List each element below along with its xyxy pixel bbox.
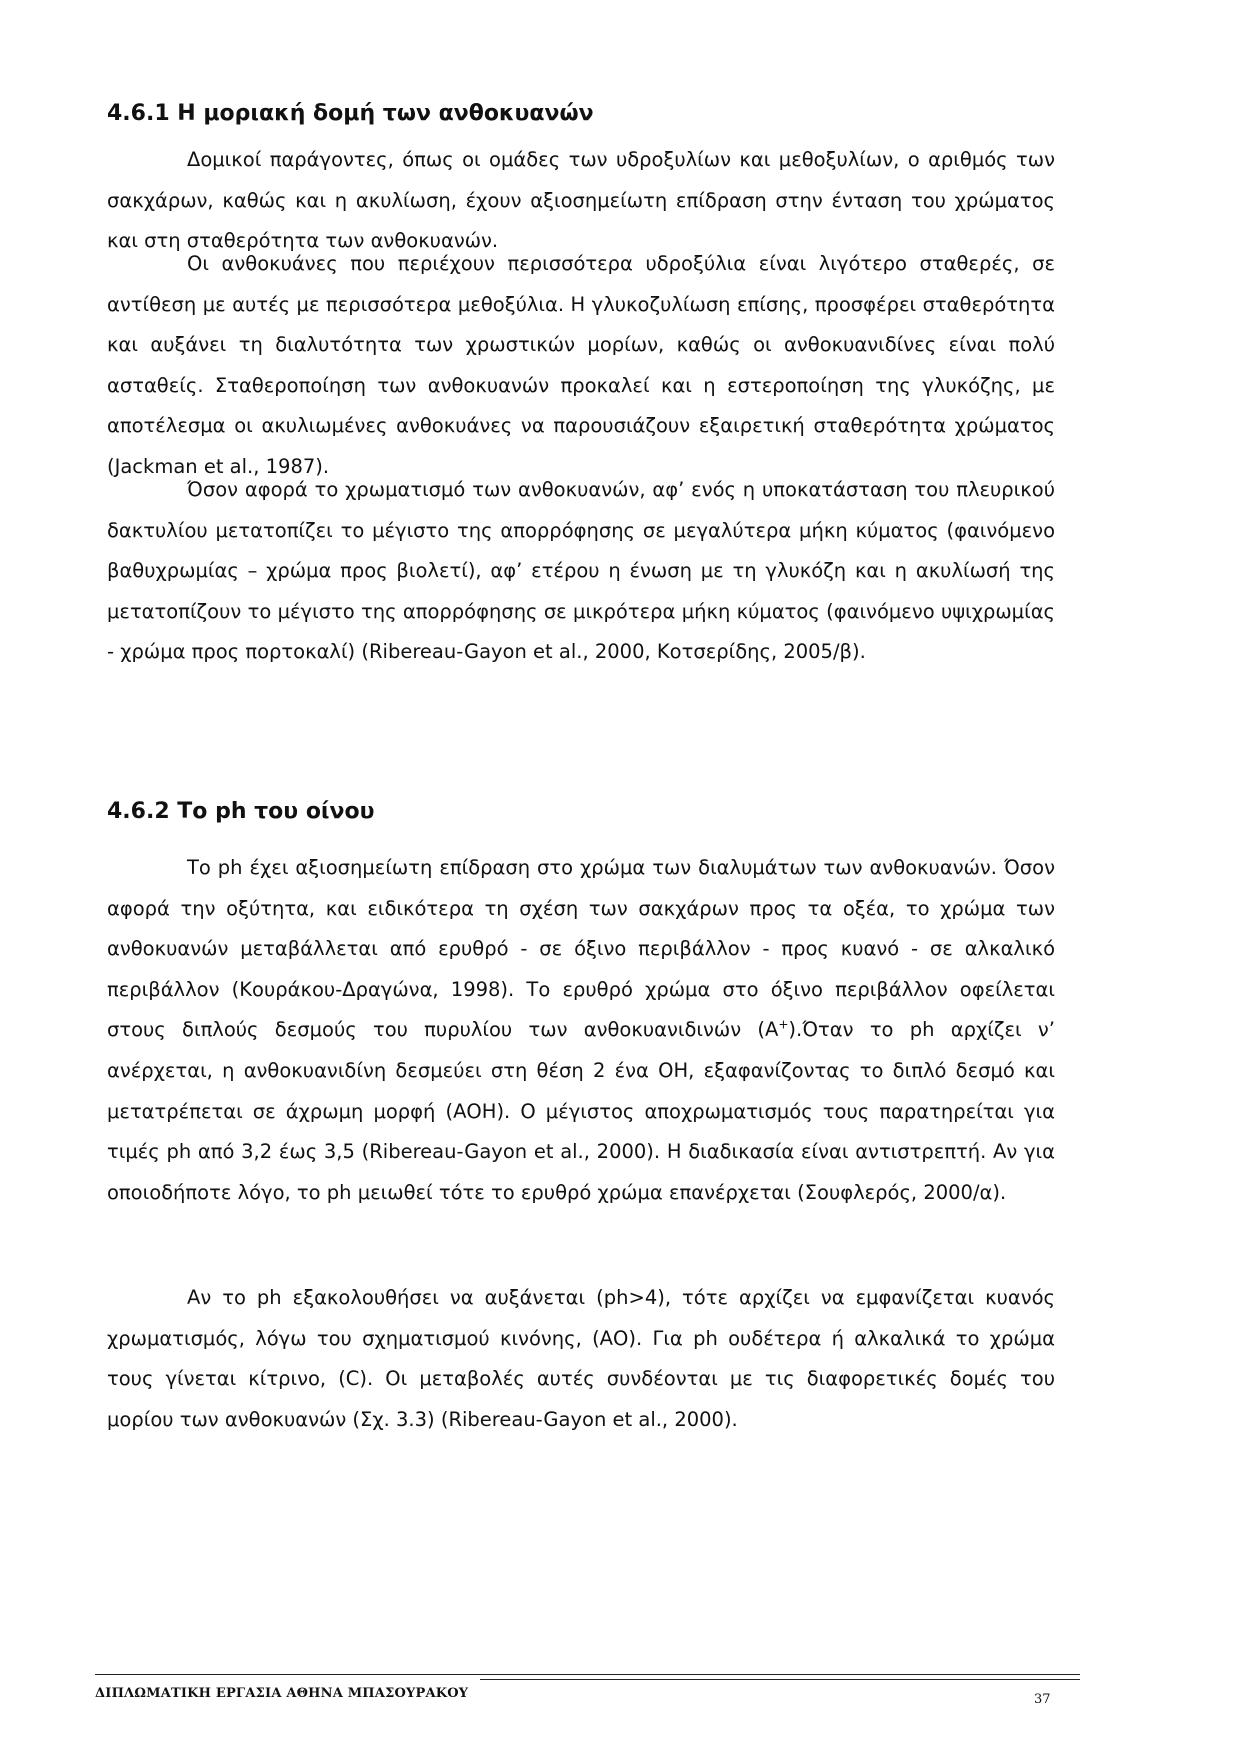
paragraph-ph-effect-text: Το ph έχει αξιοσημείωτη επίδραση στο χρώμα των διαλυμάτων των ανθοκυανών. Όσον αφορά την οξύτητα, και ειδικότερα τη σχέση των σακχάρων προς τα οξέα, το χρώμα των ανθοκυανών μεταβάλλεται από ερυθρό - σε όξινο περιβάλλον - προς κυανό - σε αλκαλικό περιβάλλον (Κουράκου-Δραγώνα, 1998). Το ερυθρό χρώμα στο όξινο περιβάλλον οφείλεται στους διπλούς δεσμούς του πυρυλίου των ανθοκυανιδινών (Α [107,856,1055,1042]
paragraph-ph-effect-tail: ).Όταν το ph αρχίζει ν’ ανέρχεται, η ανθοκυανιδίνη δεσμεύει στη θέση 2 ένα ΟΗ, εξαφανίζοντας το διπλό δεσμό και μετατρέπεται σε άχρωμη μορφή (ΑΟΗ). Ο μέγιστος αποχρωματισμός τους παρατηρείται για τιμές ph από 3,2 έως 3,5 (Ribereau-Gayon et al., 2000). Η διαδικασία είναι αντιστρεπτή. Αν για οποιοδήποτε λόγο, το ph μειωθεί τότε το ερυθρό χρώμα επανέρχεται (Σουφλερός, 2000/α). [107,1018,1055,1204]
section-heading-wine-ph: 4.6.2 Το ph του οίνου [107,799,375,824]
paragraph-ph-effect [107,848,1055,1213]
paragraph-coloration-shift: Όσον αφορά το χρωματισμό των ανθοκυανών, αφ’ ενός η υποκατάσταση του πλευρικού δακτυλίου μετατοπίζει το μέγιστο της απορρόφησης σε μεγαλύτερα μήκη κύματος (φαινόμενο βαθυχρωμίας – χρώμα προς βιολετί), αφ’ ετέρου η ένωση με τη γλυκόζη και η ακυλίωσή της μετατοπίζουν το μέγιστο της απορρόφησης σε μικρότερα μήκη κύματος (φαινόμενο υψιχρωμίας - χρώμα προς πορτοκαλί) (Ribereau-Gayon et al., 2000, Κοτσερίδης, 2005/β). [107,478,1055,664]
paragraph-ph-increase: Αν το ph εξακολουθήσει να αυξάνεται (ph>4), τότε αρχίζει να εμφανίζεται κυανός χρωματισμός, λόγω του σχηματισμού κινόνης, (ΑΟ). Για ph ουδέτερα ή αλκαλικά το χρώμα τους γίνεται κίτρινο, (C). Οι μεταβολές αυτές συνδέονται με τις διαφορετικές δομές του μορίου των ανθοκυανών (Σχ. 3.3) (Ribereau-Gayon et al., 2000). [107,1286,1055,1431]
superscript-plus: + [778,1017,789,1032]
page-number: 37 [1034,1692,1051,1707]
footer-title: ΔΙΠΛΩΜΑΤΙΚΗ ΕΡΓΑΣΙΑ ΑΘΗΝΑ ΜΠΑΣΟΥΡΑΚΟΥ [95,1686,469,1701]
paragraph-structural-factors: Δομικοί παράγοντες, όπως οι ομάδες των υδροξυλίων και μεθοξυλίων, ο αριθμός των σακχάρων, καθώς και η ακυλίωση, έχουν αξιοσημείωτη επίδραση στην ένταση του χρώματος και στη σταθερότητα των ανθοκυανών. [107,148,1055,253]
footer-rule [95,1674,1080,1675]
section-heading-molecular-structure: 4.6.1 Η μοριακή δομή των ανθοκυανών [107,101,594,126]
footer-rule-secondary [480,1679,1080,1680]
paragraph-hydroxyl-methoxyl-stability: Οι ανθοκυάνες που περιέχουν περισσότερα υδροξύλια είναι λιγότερο σταθερές, σε αντίθεση με αυτές με περισσότερα μεθοξύλια. Η γλυκοζυλίωση επίσης, προσφέρει σταθερότητα και αυξάνει τη διαλυτότητα των χρωστικών μορίων, καθώς οι ανθοκυανιδίνες είναι πολύ ασταθείς. Σταθεροποίηση των ανθοκυανών προκαλεί και η εστεροποίηση της γλυκόζης, με αποτέλεσμα οι ακυλιωμένες ανθοκυάνες να παρουσιάζουν εξαιρετική σταθερότητα χρώματος (Jackman et al., 1987). [107,252,1055,478]
